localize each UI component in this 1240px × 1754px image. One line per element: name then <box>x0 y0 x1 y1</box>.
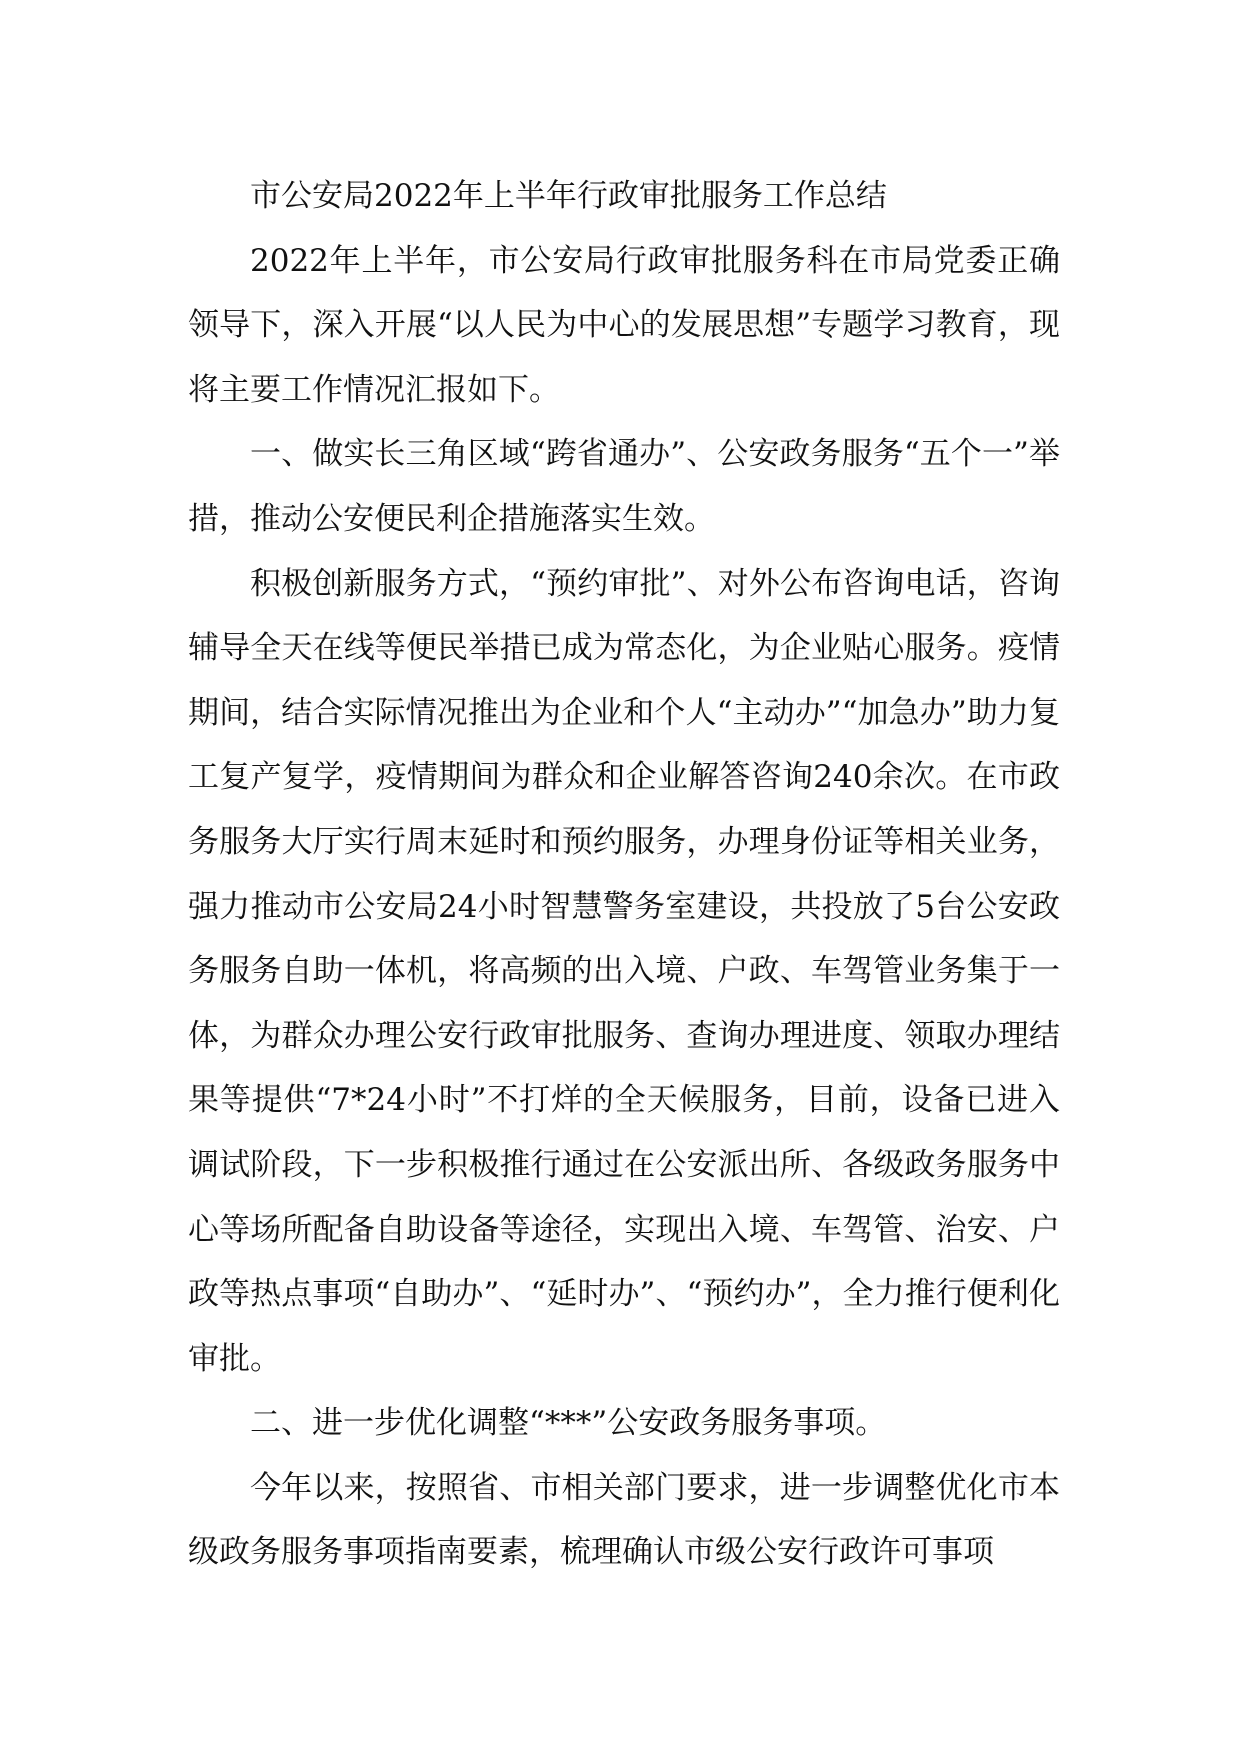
document-body <box>188 164 1060 1585</box>
paragraph-section-1: 积极创新服务方式，“预约审批”、对外公布咨询电话，咨询辅导全天在线等便民举措已成为常态化，为企业贴心服务。疫情期间，结合实际情况推出为企业和个人“主动办”“加急办”助力复工复产复学，疫情期间为群众和企业解答咨询240余次。在市政务服务大厅实行周末延时和预约服务，办理身份证等相关业务，强力推动市公安局24小时智慧警务室建设，共投放了5台公安政务服务自助一体机，将高频的出入境、户政、车驾管业务集于一体，为群众办理公安行政审批服务、查询办理进度、领取办理结果等提供“7*24小时”不打烊的全天候服务，目前，设备已进入调试阶段，下一步积极推行通过在公安派出所、各级政务服务中心等场所配备自助设备等途径，实现出入境、车驾管、治安、户政等热点事项“自助办”、“延时办”、“预约办”，全力推行便利化审批。 <box>188 565 1060 1377</box>
document-title: 市公安局2022年上半年行政审批服务工作总结 <box>250 178 887 214</box>
paragraph-section-2: 今年以来，按照省、市相关部门要求，进一步调整优化市本级政务服务事项指南要素，梳理确认市级公安行政许可事项 <box>188 1469 1060 1571</box>
paragraph-intro: 2022年上半年，市公安局行政审批服务科在市局党委正确领导下，深入开展“以人民为中心的发展思想”专题学习教育，现将主要工作情况汇报如下。 <box>188 242 1060 408</box>
heading-section-2: 二、进一步优化调整“***”公安政务服务事项。 <box>250 1405 887 1442</box>
heading-section-1: 一、做实长三角区域“跨省通办”、公安政务服务“五个一”举措，推动公安便民利企措施落实生效。 <box>188 436 1060 537</box>
